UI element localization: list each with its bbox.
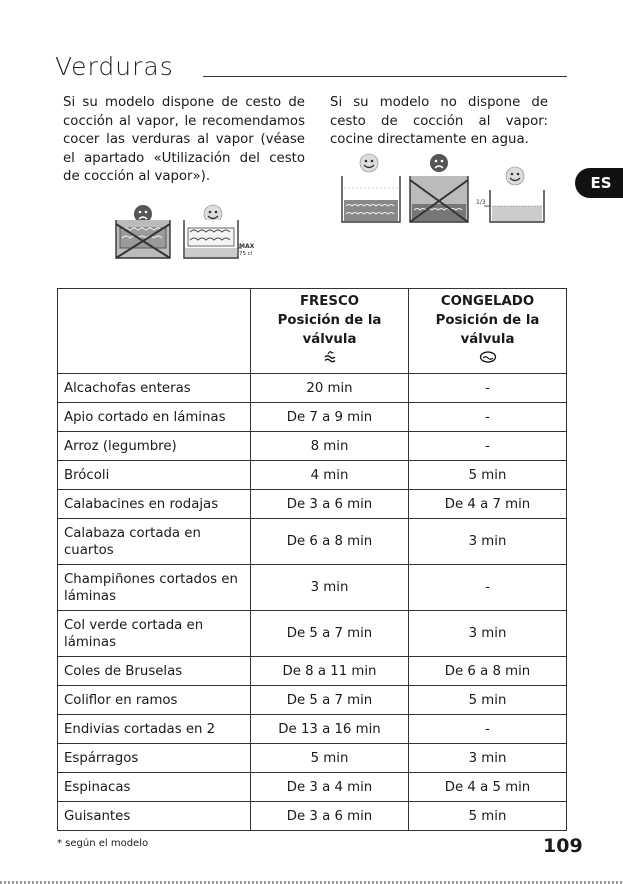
header-frozen — [409, 289, 567, 374]
vegetable-name: Coliflor en ramos — [58, 686, 251, 715]
pot-correct-icon — [484, 190, 544, 222]
frozen-time: 3 min — [409, 611, 567, 657]
table-row — [58, 744, 567, 773]
max-label: MAX — [239, 243, 255, 250]
table-row — [58, 611, 567, 657]
table-row — [58, 403, 567, 432]
vegetable-name: Calabaza cortada en cuartos — [58, 519, 251, 565]
table-row — [58, 461, 567, 490]
fresh-time: De 7 a 9 min — [251, 403, 409, 432]
vegetable-name: Espinacas — [58, 773, 251, 802]
table-row — [58, 432, 567, 461]
fresh-time: 8 min — [251, 432, 409, 461]
frozen-time: De 4 a 7 min — [409, 490, 567, 519]
vegetable-name: Endivias cortadas en 2 — [58, 715, 251, 744]
frozen-time: 3 min — [409, 519, 567, 565]
frozen-time: 5 min — [409, 686, 567, 715]
header-fresh-title: FRESCO — [299, 294, 360, 309]
intro-basket-text: Si su modelo dispone de cesto de cocción al vapor, le recomendamos cocer las verduras al vapor (véase el apartado «Utilización del cesto de cocción al vapor»). — [63, 95, 305, 184]
table-row — [58, 715, 567, 744]
frozen-time: 5 min — [409, 461, 567, 490]
fresh-time: De 3 a 6 min — [251, 802, 409, 831]
vegetable-name: Champiñones cortados en láminas — [58, 565, 251, 611]
fresh-time: De 5 a 7 min — [251, 611, 409, 657]
fresh-time: De 8 a 11 min — [251, 657, 409, 686]
table-row — [58, 490, 567, 519]
volume-label: 75 cl — [239, 251, 253, 257]
fresh-time: De 13 a 16 min — [251, 715, 409, 744]
no-basket-illustration — [338, 152, 548, 228]
steam-valve-icon — [257, 350, 402, 369]
fresh-time: De 3 a 4 min — [251, 773, 409, 802]
page-title: Verduras — [55, 52, 174, 81]
frozen-time: - — [409, 403, 567, 432]
frozen-valve-icon — [415, 350, 560, 369]
header-fresh-sub: Posición de la válvula — [277, 313, 382, 347]
header-empty-cell — [58, 289, 251, 374]
one-third-label: 1/3 — [476, 199, 486, 206]
vegetable-name: Calabacines en rodajas — [58, 490, 251, 519]
table-row — [58, 519, 567, 565]
table-row — [58, 802, 567, 831]
header-frozen-sub: Posición de la válvula — [435, 313, 540, 347]
vegetable-name: Col verde cortada en láminas — [58, 611, 251, 657]
frozen-time: - — [409, 565, 567, 611]
pot-icon — [342, 176, 400, 222]
fresh-time: De 5 a 7 min — [251, 686, 409, 715]
page-number: 109 — [543, 835, 583, 857]
vegetable-name: Espárragos — [58, 744, 251, 773]
sad-face-icon — [430, 154, 448, 172]
fresh-time: 5 min — [251, 744, 409, 773]
happy-face-icon — [506, 167, 524, 185]
title-rule — [203, 76, 567, 77]
table-header-row — [58, 289, 567, 374]
footnote: * según el modelo — [57, 838, 149, 849]
frozen-time: - — [409, 374, 567, 403]
fresh-time: 4 min — [251, 461, 409, 490]
intro-no-basket-text: Si su modelo no dispone de cesto de cocción al vapor: cocine directamente en agua. — [330, 95, 548, 147]
fresh-time: 20 min — [251, 374, 409, 403]
vegetable-name: Guisantes — [58, 802, 251, 831]
table-row — [58, 374, 567, 403]
fresh-time: 3 min — [251, 565, 409, 611]
frozen-time: De 6 a 8 min — [409, 657, 567, 686]
fresh-time: De 6 a 8 min — [251, 519, 409, 565]
frozen-time: 3 min — [409, 744, 567, 773]
table-row — [58, 657, 567, 686]
header-frozen-title: CONGELADO — [440, 294, 535, 309]
table-row — [58, 565, 567, 611]
vegetable-name: Arroz (legumbre) — [58, 432, 251, 461]
frozen-time: - — [409, 715, 567, 744]
cooking-times-table — [57, 288, 567, 831]
vegetable-name: Brócoli — [58, 461, 251, 490]
frozen-time: 5 min — [409, 802, 567, 831]
header-fresh — [251, 289, 409, 374]
frozen-time: - — [409, 432, 567, 461]
frozen-time: De 4 a 5 min — [409, 773, 567, 802]
pot-correct-icon — [184, 220, 242, 258]
vegetable-name: Apio cortado en láminas — [58, 403, 251, 432]
table-row — [58, 686, 567, 715]
vegetable-name: Coles de Bruselas — [58, 657, 251, 686]
pot-wrong-icon — [116, 220, 170, 258]
basket-illustration — [112, 202, 262, 264]
vegetable-name: Alcachofas enteras — [58, 374, 251, 403]
pot-wrong-icon — [410, 176, 468, 222]
table-row — [58, 773, 567, 802]
language-tab: ES — [575, 168, 623, 198]
fresh-time: De 3 a 6 min — [251, 490, 409, 519]
happy-face-icon — [360, 154, 378, 172]
